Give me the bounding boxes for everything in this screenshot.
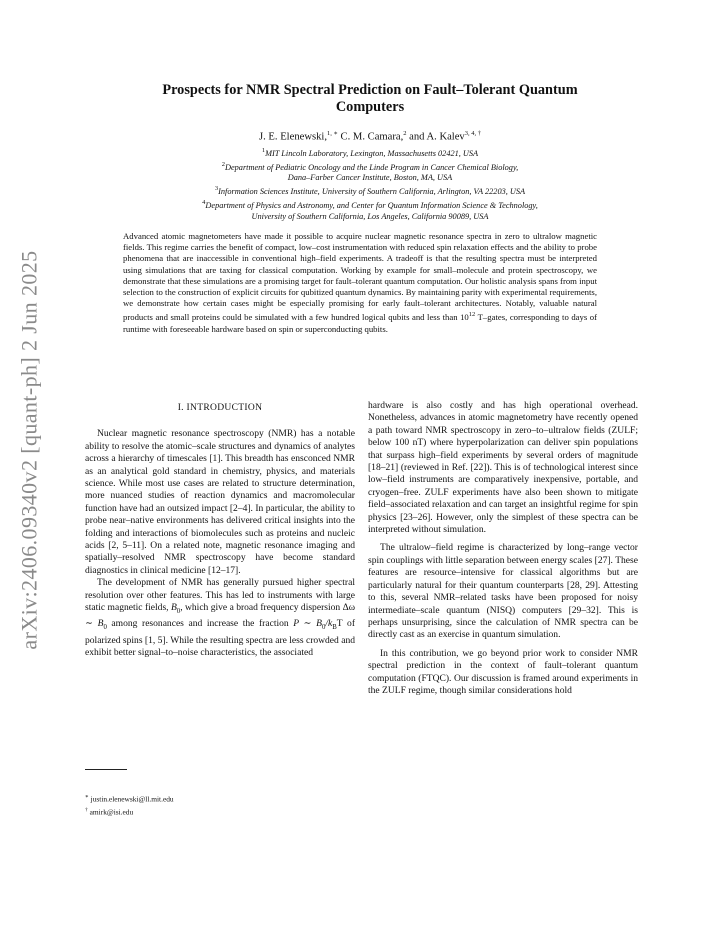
text-run: among resonances and increase the fraction bbox=[106, 618, 294, 630]
intro-paragraph-4: In this contribution, we go beyond prior work to consider NMR spectral prediction in the context of fault–tolerant quantum computation (FTQC). Our discussion is framed around experiments in the ZULF regime, though similar considerations hold bbox=[368, 647, 638, 696]
affiliation-number: 1 bbox=[261, 147, 266, 154]
footnote-mark: ∗ bbox=[85, 794, 89, 800]
footnote-email-1 bbox=[85, 792, 355, 805]
intro-paragraph-2-continued: hardware is also costly and has high operational overhead. Nonetheless, advances in atomic magnetometry have recently opened a path toward NMR spectroscopy in zero–to–ultralow fields (ZULF; below 100 nT) where hyperpolarization can deliver spin populations that surpass high–field experiments by several orders of magnitude [18–21] (reviewed in Ref. [22]). This is of technological interest since low–field instruments are comparatively inexpensive, portable, and cryogen–free. ZULF experiments have also been shown to mitigate field–associated relaxation and can target an insightful regime for spin physics [23–26]. However, only the simplest of these spectra can be interpreted without simulation. bbox=[368, 400, 638, 536]
footnote-email-2 bbox=[85, 805, 355, 818]
symbol-b: B bbox=[97, 618, 104, 630]
affiliation-line bbox=[100, 173, 640, 184]
affiliation-line bbox=[100, 184, 640, 198]
author-1-marks: 1, ∗ bbox=[326, 130, 338, 137]
author-2-marks: 2 bbox=[403, 130, 407, 137]
affiliation-text: MIT Lincoln Laboratory, Lexington, Massachusetts 02421, USA bbox=[265, 148, 479, 158]
text-run: , which give a broad frequency dispersion Δω ∼ bbox=[85, 602, 355, 630]
author-3-marks: 3, 4, † bbox=[464, 130, 481, 137]
affiliation-number: 4 bbox=[202, 198, 206, 206]
left-column bbox=[85, 400, 355, 660]
footnote-mark: † bbox=[85, 806, 88, 813]
affiliation-text: University of Southern California, Los Angeles, California 90089, USA bbox=[251, 211, 489, 221]
text-run: The development of NMR has generally pursued higher spectral resolution over other features. This has led to instruments with large static magnetic fields, bbox=[85, 577, 355, 614]
subscript: B bbox=[332, 624, 337, 632]
subscript: 0 bbox=[321, 624, 326, 632]
author-3: and A. Kalev bbox=[406, 131, 465, 143]
arxiv-sidebar-stamp bbox=[4, 230, 56, 670]
symbol-b: B bbox=[170, 602, 177, 614]
affiliation-line bbox=[100, 212, 640, 223]
affiliation-text: Department of Physics and Astronomy, and Center for Quantum Information Science & Technology, bbox=[205, 200, 538, 210]
symbol-k: /k bbox=[325, 618, 333, 630]
affiliation-line bbox=[100, 160, 640, 174]
affiliation-text: Information Sciences Institute, University of Southern California, Arlington, VA 22203, USA bbox=[218, 187, 526, 197]
intro-paragraph-1: Nuclear magnetic resonance spectroscopy (NMR) has a notable ability to resolve the atomic–scale structures and dynamics of analytes across a hierarchy of timescales [1]. This breadth has ensconced NMR as an analytical gold standard in chemistry, physics, and materials science. While most use cases are related to structure determination, more nuanced studies of reaction dynamics and macromolecular function have had an outsized impact [2–4]. In particular, the ability to probe near–native environments has delivered critical insights into the folding and interactions of biomolecules such as proteins and nucleic acids [2, 5–11]. On a related note, magnetic resonance imaging and spatially–resolved NMR spectroscopy have become standard diagnostics in clinical medicine [12–17]. bbox=[85, 428, 355, 576]
abstract-text: Advanced atomic magnetometers have made it possible to acquire nuclear magnetic resonance spectra in zero to ultralow magnetic fields. This regime carries the benefit of compact, low–cost instrumentation with reduced spin relaxation effects and the ability to probe phenomena that are inaccessible in conventional high–field experiments. A tradeoff is that the resulting spectra must be interpreted using simulations that are taxing for classical computation. Working by example for small–molecule and protein spectroscopy, we demonstrate that these simulations are a promising target for fault–tolerant quantum computation. Our holistic analysis spans from input selection to the construction of explicit circuits for qubitized quantum dynamics. By maintaining parity with experimental requirements, we demonstrate how certain cases might be especially promising for early fault–tolerant architectures. Notably, valuable natural products and small proteins could be simulated with a few hundred logical qubits and less than 10 bbox=[123, 231, 597, 323]
title-line-1: Prospects for NMR Spectral Prediction on Fault–Tolerant Quantum bbox=[162, 82, 578, 98]
subscript: 0 bbox=[176, 608, 181, 615]
intro-paragraph-2 bbox=[85, 577, 355, 659]
affiliation-line bbox=[100, 198, 640, 212]
footnote-divider bbox=[85, 769, 127, 770]
title-line-2: Computers bbox=[335, 99, 405, 115]
affiliation-number: 2 bbox=[221, 160, 225, 168]
subscript: 0 bbox=[103, 624, 107, 632]
intro-paragraph-3: The ultralow–field regime is characterized by long–range vector spin couplings with little separation between energy scales [27]. These features are resource–intensive for classical algorithms but are particularly natural for their quantum counterparts [28, 29]. Attesting to this, several NMR–related tasks have been proposed for noisy intermediate–scale quantum (NISQ) computers [29–32]. This is perhaps unsurprising, since the calculation of NMR spectra can be directly cast as an exercise in quantum simulation. bbox=[368, 542, 638, 641]
author-1: J. E. Elenewski, bbox=[259, 131, 327, 143]
symbol-p: P ∼ B bbox=[293, 618, 322, 630]
author-2: C. M. Camara, bbox=[337, 131, 404, 143]
affiliation-text: Department of Pediatric Oncology and the Linde Program in Cancer Chemical Biology, bbox=[224, 162, 519, 172]
affiliation-text: Dana–Farber Cancer Institute, Boston, MA, USA bbox=[287, 173, 453, 183]
arxiv-identifier: arXiv:2406.09340v2 [quant-ph] 2 Jun 2025 bbox=[17, 250, 42, 650]
text-run: T of polarized spins [1, 5]. While the resulting spectra are less crowded and exhibit better signal–to–noise characteristics, the associated bbox=[85, 618, 356, 659]
right-column bbox=[368, 400, 638, 697]
abstract bbox=[123, 231, 597, 335]
affiliation-number: 3 bbox=[214, 185, 219, 193]
author-list bbox=[100, 127, 640, 145]
footnote-text: justin.elenewski@ll.mit.edu bbox=[88, 794, 174, 804]
affiliations bbox=[100, 146, 640, 223]
abstract-exponent: 12 bbox=[468, 311, 476, 319]
paper-title bbox=[100, 82, 640, 116]
affiliation-line bbox=[100, 146, 640, 160]
abstract-text-tail: T–gates, corresponding to days of runtime with foreseeable hardware based on spin or superconducting qubits. bbox=[123, 312, 597, 334]
footnotes bbox=[85, 792, 355, 817]
footnote-text: amirk@isi.edu bbox=[87, 807, 134, 817]
section-heading-introduction: I. INTRODUCTION bbox=[177, 402, 263, 413]
